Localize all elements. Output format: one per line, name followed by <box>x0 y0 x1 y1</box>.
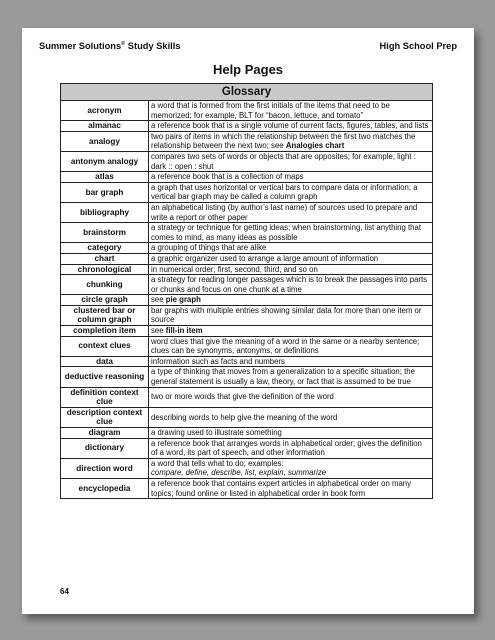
glossary-row <box>61 356 433 367</box>
glossary-row <box>61 151 433 171</box>
glossary-term: diagram <box>61 428 149 439</box>
cross-reference: Analogies chart <box>285 141 345 151</box>
glossary-definition <box>149 305 433 325</box>
glossary-definition <box>149 356 433 367</box>
glossary-row <box>61 387 433 407</box>
definition-text: in numerical order; first, second, third, and so on <box>151 264 318 274</box>
glossary-row <box>61 121 433 132</box>
glossary-definition <box>149 202 433 222</box>
document-page <box>22 28 474 614</box>
definition-text: an alphabetical listing (by author’s last name) of sources used to prepare and write a report or other paper <box>151 202 418 222</box>
glossary-row <box>61 336 433 356</box>
definition-text: a grouping of things that are alike <box>151 243 267 253</box>
glossary-row <box>61 478 433 498</box>
glossary-term: atlas <box>61 172 149 183</box>
glossary-definition <box>149 428 433 439</box>
glossary-table <box>60 83 433 499</box>
glossary-row <box>61 458 433 478</box>
glossary-definition <box>149 478 433 498</box>
definition-text: a strategy for reading longer passages which is to break the passages into parts or chunks and focus on one chunk at a time <box>151 275 428 294</box>
definition-text: see <box>151 326 166 336</box>
glossary-definition <box>149 172 433 183</box>
glossary-term: dictionary <box>61 438 149 458</box>
glossary-term: encyclopedia <box>61 478 149 498</box>
glossary-term: context clues <box>61 336 149 356</box>
glossary-definition <box>149 407 433 427</box>
glossary-term: clustered bar or column graph <box>61 305 149 325</box>
glossary-term: almanac <box>61 121 149 132</box>
glossary-definition <box>149 264 433 275</box>
glossary-row <box>61 428 433 439</box>
definition-text: a graph that uses horizontal or vertical bars to compare data or information; a vertical bar graph may be called a column graph <box>151 182 418 202</box>
glossary-definition <box>149 326 433 337</box>
glossary-term: data <box>61 356 149 367</box>
glossary-heading: Glossary <box>61 84 433 101</box>
definition-text: a strategy or technique for getting ideas; when brainstorming, list anything that comes to mind, as many ideas as possible <box>151 223 422 242</box>
cross-reference: pie graph <box>165 295 201 305</box>
glossary-definition <box>149 387 433 407</box>
definition-text: a reference book that is a collection of maps <box>151 172 304 182</box>
definition-text: a graphic organizer used to arrange a large amount of information <box>151 253 379 263</box>
page-title: Help Pages <box>212 62 284 77</box>
glossary-definition <box>149 438 433 458</box>
page-number: 64 <box>60 587 69 596</box>
glossary-row <box>61 182 433 202</box>
definition-text: a type of thinking that moves from a generalization to a specific situation; the general statement is usually a law, theory, or fact that is assumed to be true <box>151 367 415 387</box>
glossary-term: chronological <box>61 264 149 275</box>
running-header-right: High School Prep <box>379 41 457 51</box>
glossary-term: deductive reasoning <box>61 367 149 387</box>
definition-text: compares two sets of words or objects that are opposites; for example, light : dark :: open : shut <box>151 151 416 171</box>
glossary-term: chart <box>61 253 149 264</box>
definition-text: a reference book that contains expert articles in alphabetical order on many topics; found online or listed in alphabetical order in book form <box>151 478 412 498</box>
definition-text: two pairs of items in which the relationship between the first two matches the relationship between the next two; see <box>151 131 416 151</box>
glossary-row <box>61 101 433 121</box>
glossary-definition <box>149 367 433 387</box>
glossary-definition <box>149 121 433 132</box>
glossary-term: brainstorm <box>61 223 149 243</box>
glossary-definition <box>149 182 433 202</box>
glossary-row <box>61 253 433 264</box>
glossary-term: acronym <box>61 101 149 121</box>
examples-list: compare, define, describe, list, explain, summarize <box>151 468 327 478</box>
registered-mark: ® <box>121 41 126 47</box>
glossary-definition <box>149 131 433 151</box>
glossary-definition <box>149 336 433 356</box>
definition-text: a reference book that arranges words in alphabetical order; gives the definition of a word, its part of speech, and other information <box>151 438 422 458</box>
definition-text: a drawing used to illustrate something <box>151 428 282 437</box>
glossary-row <box>61 326 433 337</box>
glossary-definition <box>149 253 433 264</box>
glossary-row <box>61 407 433 427</box>
glossary-definition <box>149 275 433 295</box>
glossary-row <box>61 223 433 243</box>
glossary-term: bibliography <box>61 202 149 222</box>
glossary-term: completion item <box>61 326 149 337</box>
glossary-term: description context clue <box>61 407 149 427</box>
definition-text: a word that is formed from the first initials of the items that need to be memorized; for example, BLT for “bacon, lettuce, and tomato” <box>151 101 390 120</box>
definition-text: describing words to help give the meaning of the word <box>151 412 338 422</box>
glossary-definition <box>149 151 433 171</box>
glossary-term: analogy <box>61 131 149 151</box>
glossary-row <box>61 131 433 151</box>
glossary-definition <box>149 223 433 243</box>
cross-reference: fill-in item <box>165 326 203 336</box>
glossary-term: bar graph <box>61 182 149 202</box>
glossary-row <box>61 305 433 325</box>
glossary-row <box>61 243 433 254</box>
glossary-definition <box>149 295 433 306</box>
definition-text: a reference book that is a single volume of current facts, figures, tables, and lists <box>151 121 429 131</box>
definition-text: information such as facts and numbers <box>151 356 285 366</box>
running-header-left: Summer Solutions® Study Skills <box>39 41 181 52</box>
glossary-definition <box>149 101 433 121</box>
glossary-row <box>61 367 433 387</box>
glossary-row <box>61 172 433 183</box>
glossary-row <box>61 275 433 295</box>
definition-text: two or more words that give the definition of the word <box>151 392 334 402</box>
glossary-row <box>61 295 433 306</box>
definition-text: word clues that give the meaning of a word in the same or a nearby sentence; clues can be synonyms, antonyms, or definitions <box>151 336 420 356</box>
glossary-definition <box>149 243 433 254</box>
glossary-term: chunking <box>61 275 149 295</box>
glossary-row <box>61 202 433 222</box>
glossary-term: category <box>61 243 149 254</box>
glossary-term: definition context clue <box>61 387 149 407</box>
glossary-body <box>61 101 433 499</box>
definition-text: see <box>151 295 166 305</box>
glossary-row <box>61 438 433 458</box>
glossary-term: direction word <box>61 458 149 478</box>
glossary-row <box>61 264 433 275</box>
glossary-term: circle graph <box>61 295 149 306</box>
glossary-definition <box>149 458 433 478</box>
glossary-term: antonym analogy <box>61 151 149 171</box>
definition-text: a word that tells what to do; examples: <box>151 458 284 468</box>
definition-text: bar graphs with multiple entries showing similar data for more than one item or source <box>151 305 422 325</box>
